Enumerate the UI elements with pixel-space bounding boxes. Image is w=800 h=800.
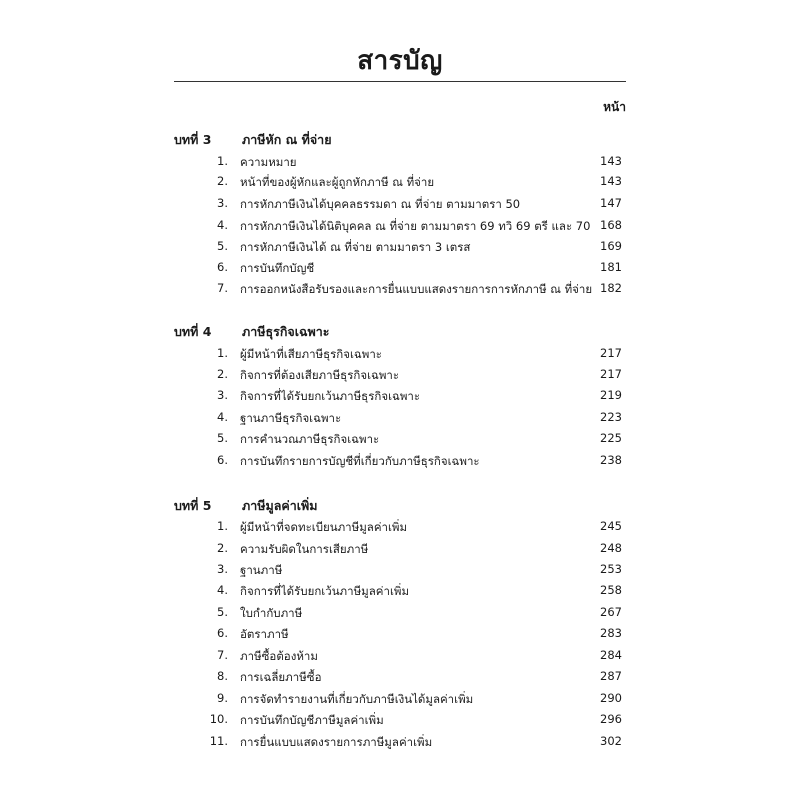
entry-number: 5.	[217, 605, 228, 619]
toc-entry	[0, 431, 800, 453]
entry-number: 2.	[217, 541, 228, 555]
toc-entry	[0, 218, 800, 240]
entry-text: ใบกำกับภาษี	[240, 606, 303, 620]
entry-number: 2.	[217, 174, 228, 188]
entry-text: ความหมาย	[240, 155, 297, 169]
entry-page: 182	[600, 281, 622, 295]
chapter-heading	[174, 496, 318, 516]
entry-page: 147	[600, 196, 622, 210]
toc-entry	[0, 239, 800, 261]
entry-page: 302	[600, 734, 622, 748]
entry-page: 168	[600, 218, 622, 232]
entry-text: การบันทึกบัญชี	[240, 261, 315, 275]
toc-entry	[0, 605, 800, 627]
entry-page: 143	[600, 154, 622, 168]
chapter-heading	[174, 130, 332, 150]
toc-entry	[0, 519, 800, 541]
entry-page: 181	[600, 260, 622, 274]
entry-number: 6.	[217, 260, 228, 274]
page-column-header: หน้า	[603, 100, 626, 114]
entry-page: 284	[600, 648, 622, 662]
entry-page: 283	[600, 626, 622, 640]
entry-number: 9.	[217, 691, 228, 705]
entry-number: 6.	[217, 453, 228, 467]
toc-entry	[0, 174, 800, 196]
entry-page: 296	[600, 712, 622, 726]
toc-entry	[0, 583, 800, 605]
chapter-number: บทที่ 4	[174, 324, 212, 339]
entry-page: 169	[600, 239, 622, 253]
chapter-number: บทที่ 3	[174, 132, 212, 147]
entry-text: ผู้มีหน้าที่จดทะเบียนภาษีมูลค่าเพิ่ม	[240, 520, 408, 534]
entry-page: 225	[600, 431, 622, 445]
entry-number: 5.	[217, 431, 228, 445]
entry-page: 258	[600, 583, 622, 597]
toc-entry	[0, 648, 800, 670]
entry-number: 4.	[217, 583, 228, 597]
chapter-name: ภาษีธุรกิจเฉพาะ	[242, 324, 330, 339]
entry-number: 4.	[217, 410, 228, 424]
toc-entry	[0, 154, 800, 176]
entry-number: 8.	[217, 669, 228, 683]
entry-text: ฐานภาษีธุรกิจเฉพาะ	[240, 411, 342, 425]
entry-text: การบันทึกรายการบัญชีที่เกี่ยวกับภาษีธุรกิจเฉพาะ	[240, 454, 480, 468]
entry-page: 219	[600, 388, 622, 402]
entry-page: 290	[600, 691, 622, 705]
entry-page: 143	[600, 174, 622, 188]
toc-entry	[0, 367, 800, 389]
chapter-name: ภาษีมูลค่าเพิ่ม	[242, 498, 318, 513]
toc-entry	[0, 388, 800, 410]
entry-text: การหักภาษีเงินได้นิติบุคคล ณ ที่จ่าย ตามมาตรา 69 ทวิ 69 ตรี และ 70	[240, 219, 591, 233]
entry-text: กิจการที่ได้รับยกเว้นภาษีธุรกิจเฉพาะ	[240, 389, 421, 403]
entry-text: ภาษีซื้อต้องห้าม	[240, 649, 318, 663]
entry-text: ผู้มีหน้าที่เสียภาษีธุรกิจเฉพาะ	[240, 347, 382, 361]
entry-number: 11.	[209, 734, 228, 748]
entry-number: 7.	[217, 648, 228, 662]
toc-entry	[0, 260, 800, 282]
entry-page: 238	[600, 453, 622, 467]
toc-entry	[0, 691, 800, 713]
entry-text: การบันทึกบัญชีภาษีมูลค่าเพิ่ม	[240, 713, 384, 727]
entry-number: 6.	[217, 626, 228, 640]
chapter-number: บทที่ 5	[174, 498, 212, 513]
entry-text: กิจการที่ต้องเสียภาษีธุรกิจเฉพาะ	[240, 368, 400, 382]
entry-number: 10.	[209, 712, 228, 726]
toc-entry	[0, 562, 800, 584]
entry-text: การออกหนังสือรับรองและการยื่นแบบแสดงรายการการหักภาษี ณ ที่จ่าย	[240, 282, 593, 296]
entry-page: 267	[600, 605, 622, 619]
entry-number: 1.	[217, 154, 228, 168]
toc-entry	[0, 410, 800, 432]
entry-text: ความรับผิดในการเสียภาษี	[240, 542, 369, 556]
entry-page: 253	[600, 562, 622, 576]
toc-entry	[0, 453, 800, 475]
entry-page: 245	[600, 519, 622, 533]
entry-number: 3.	[217, 196, 228, 210]
entry-page: 287	[600, 669, 622, 683]
toc-entry	[0, 281, 800, 303]
toc-entry	[0, 626, 800, 648]
entry-number: 1.	[217, 519, 228, 533]
title-divider	[174, 81, 626, 82]
entry-number: 2.	[217, 367, 228, 381]
entry-number: 3.	[217, 562, 228, 576]
entry-page: 217	[600, 346, 622, 360]
toc-entry	[0, 734, 800, 756]
entry-page: 217	[600, 367, 622, 381]
page-title: สารบัญ	[357, 46, 443, 76]
toc-entry	[0, 346, 800, 368]
entry-number: 4.	[217, 218, 228, 232]
entry-page: 223	[600, 410, 622, 424]
entry-text: การยื่นแบบแสดงรายการภาษีมูลค่าเพิ่ม	[240, 735, 433, 749]
entry-page: 248	[600, 541, 622, 555]
entry-text: การเฉลี่ยภาษีซื้อ	[240, 670, 322, 684]
toc-entry	[0, 196, 800, 218]
toc-entry	[0, 712, 800, 734]
entry-number: 5.	[217, 239, 228, 253]
entry-number: 7.	[217, 281, 228, 295]
entry-text: การจัดทำรายงานที่เกี่ยวกับภาษีเงินได้มูลค่าเพิ่ม	[240, 692, 474, 706]
entry-text: การหักภาษีเงินได้ ณ ที่จ่าย ตามมาตรา 3 เตรส	[240, 240, 471, 254]
entry-text: อัตราภาษี	[240, 627, 289, 641]
toc-entry	[0, 541, 800, 563]
entry-number: 1.	[217, 346, 228, 360]
chapter-heading	[174, 322, 330, 342]
entry-text: หน้าที่ของผู้หักและผู้ถูกหักภาษี ณ ที่จ่าย	[240, 175, 435, 189]
entry-text: การหักภาษีเงินได้บุคคลธรรมดา ณ ที่จ่าย ตามมาตรา 50	[240, 197, 521, 211]
chapter-name: ภาษีหัก ณ ที่จ่าย	[242, 132, 332, 147]
entry-number: 3.	[217, 388, 228, 402]
toc-entry	[0, 669, 800, 691]
entry-text: ฐานภาษี	[240, 563, 283, 577]
entry-text: การคำนวณภาษีธุรกิจเฉพาะ	[240, 432, 380, 446]
entry-text: กิจการที่ได้รับยกเว้นภาษีมูลค่าเพิ่ม	[240, 584, 410, 598]
